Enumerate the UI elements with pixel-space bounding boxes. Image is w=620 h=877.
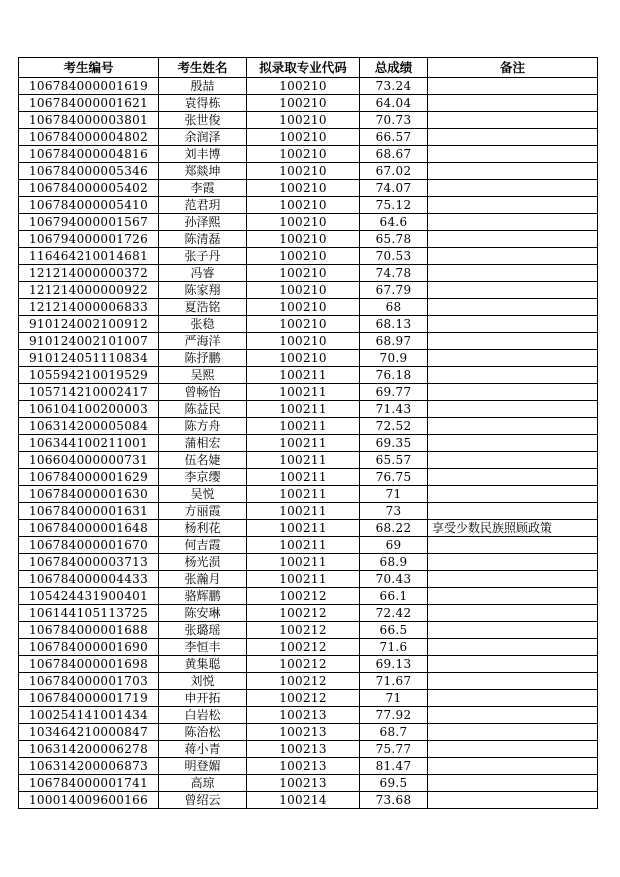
major-code-cell: 100212	[247, 605, 360, 622]
candidate-id-cell: 100014009600166	[19, 792, 159, 809]
candidate-name-cell: 白岩松	[159, 707, 247, 724]
table-row	[19, 690, 598, 707]
total-score-cell: 75.12	[360, 197, 428, 214]
candidate-name-cell: 骆辉鹏	[159, 588, 247, 605]
table-row	[19, 333, 598, 350]
total-score-cell: 68.97	[360, 333, 428, 350]
candidate-name-cell: 孙泽熙	[159, 214, 247, 231]
major-code-cell: 100211	[247, 554, 360, 571]
total-score-cell: 64.04	[360, 95, 428, 112]
candidate-name-cell: 蒋小青	[159, 741, 247, 758]
remarks-cell	[428, 758, 598, 775]
candidate-name-cell: 郑燚坤	[159, 163, 247, 180]
table-row	[19, 401, 598, 418]
candidate-id-cell: 121214000000372	[19, 265, 159, 282]
table-row	[19, 639, 598, 656]
table-row	[19, 775, 598, 792]
header-candidate-id: 考生编号	[19, 58, 159, 78]
candidate-id-cell: 106784000001629	[19, 469, 159, 486]
total-score-cell: 73.24	[360, 78, 428, 95]
major-code-cell: 100210	[247, 95, 360, 112]
candidate-name-cell: 张世俊	[159, 112, 247, 129]
table-row	[19, 316, 598, 333]
major-code-cell: 100211	[247, 537, 360, 554]
candidate-id-cell: 106104100200003	[19, 401, 159, 418]
major-code-cell: 100210	[247, 282, 360, 299]
candidate-id-cell: 106784000004816	[19, 146, 159, 163]
total-score-cell: 74.07	[360, 180, 428, 197]
major-code-cell: 100210	[247, 146, 360, 163]
major-code-cell: 100211	[247, 401, 360, 418]
total-score-cell: 77.92	[360, 707, 428, 724]
table-row	[19, 384, 598, 401]
candidate-id-cell: 105714210002417	[19, 384, 159, 401]
remarks-cell: 享受少数民族照顾政策	[428, 520, 598, 537]
candidate-id-cell: 106314200005084	[19, 418, 159, 435]
candidate-name-cell: 张瀚月	[159, 571, 247, 588]
remarks-cell	[428, 452, 598, 469]
candidate-name-cell: 曾绍云	[159, 792, 247, 809]
candidate-id-cell: 100254141001434	[19, 707, 159, 724]
candidate-id-cell: 106784000001670	[19, 537, 159, 554]
table-row	[19, 265, 598, 282]
major-code-cell: 100210	[247, 350, 360, 367]
remarks-cell	[428, 163, 598, 180]
remarks-cell	[428, 503, 598, 520]
candidate-name-cell: 张稳	[159, 316, 247, 333]
candidate-id-cell: 106784000001698	[19, 656, 159, 673]
total-score-cell: 66.1	[360, 588, 428, 605]
table-row	[19, 537, 598, 554]
candidate-id-cell: 106794000001567	[19, 214, 159, 231]
table-row	[19, 435, 598, 452]
candidate-name-cell: 陈家翔	[159, 282, 247, 299]
candidate-id-cell: 106784000001621	[19, 95, 159, 112]
total-score-cell: 64.6	[360, 214, 428, 231]
remarks-cell	[428, 95, 598, 112]
candidate-id-cell: 106784000001648	[19, 520, 159, 537]
header-row	[19, 58, 598, 78]
total-score-cell: 70.73	[360, 112, 428, 129]
remarks-cell	[428, 639, 598, 656]
major-code-cell: 100210	[247, 231, 360, 248]
candidate-name-cell: 伍名婕	[159, 452, 247, 469]
candidate-id-cell: 105424431900401	[19, 588, 159, 605]
table-row	[19, 163, 598, 180]
table-row	[19, 503, 598, 520]
table-row	[19, 95, 598, 112]
total-score-cell: 74.78	[360, 265, 428, 282]
candidate-id-cell: 910124002100912	[19, 316, 159, 333]
candidate-name-cell: 何吉霞	[159, 537, 247, 554]
candidate-id-cell: 106784000003801	[19, 112, 159, 129]
major-code-cell: 100211	[247, 503, 360, 520]
remarks-cell	[428, 724, 598, 741]
total-score-cell: 66.57	[360, 129, 428, 146]
remarks-cell	[428, 367, 598, 384]
table-row	[19, 656, 598, 673]
candidate-id-cell: 106784000001631	[19, 503, 159, 520]
remarks-cell	[428, 588, 598, 605]
remarks-cell	[428, 214, 598, 231]
candidate-name-cell: 陈抒鹏	[159, 350, 247, 367]
total-score-cell: 68.67	[360, 146, 428, 163]
remarks-cell	[428, 112, 598, 129]
table-row	[19, 486, 598, 503]
table-row	[19, 554, 598, 571]
major-code-cell: 100211	[247, 418, 360, 435]
total-score-cell: 72.42	[360, 605, 428, 622]
total-score-cell: 65.57	[360, 452, 428, 469]
remarks-cell	[428, 197, 598, 214]
candidate-name-cell: 陈治松	[159, 724, 247, 741]
candidate-name-cell: 余润泽	[159, 129, 247, 146]
table-row	[19, 588, 598, 605]
major-code-cell: 100210	[247, 316, 360, 333]
remarks-cell	[428, 605, 598, 622]
total-score-cell: 67.02	[360, 163, 428, 180]
remarks-cell	[428, 146, 598, 163]
total-score-cell: 72.52	[360, 418, 428, 435]
total-score-cell: 73	[360, 503, 428, 520]
major-code-cell: 100210	[247, 163, 360, 180]
candidate-id-cell: 106784000004802	[19, 129, 159, 146]
major-code-cell: 100210	[247, 299, 360, 316]
total-score-cell: 70.53	[360, 248, 428, 265]
remarks-cell	[428, 741, 598, 758]
header-major-code: 拟录取专业代码	[247, 58, 360, 78]
major-code-cell: 100210	[247, 197, 360, 214]
candidate-name-cell: 殷喆	[159, 78, 247, 95]
candidate-name-cell: 张璐瑶	[159, 622, 247, 639]
remarks-cell	[428, 690, 598, 707]
major-code-cell: 100213	[247, 775, 360, 792]
major-code-cell: 100212	[247, 690, 360, 707]
remarks-cell	[428, 248, 598, 265]
major-code-cell: 100213	[247, 758, 360, 775]
total-score-cell: 71.6	[360, 639, 428, 656]
remarks-cell	[428, 129, 598, 146]
major-code-cell: 100211	[247, 486, 360, 503]
candidate-name-cell: 陈益民	[159, 401, 247, 418]
major-code-cell: 100211	[247, 435, 360, 452]
major-code-cell: 100211	[247, 520, 360, 537]
candidate-name-cell: 吴悦	[159, 486, 247, 503]
remarks-cell	[428, 656, 598, 673]
candidate-name-cell: 方丽霞	[159, 503, 247, 520]
table-row	[19, 350, 598, 367]
total-score-cell: 71.43	[360, 401, 428, 418]
candidate-name-cell: 申开拓	[159, 690, 247, 707]
table-row	[19, 282, 598, 299]
candidate-id-cell: 106784000005402	[19, 180, 159, 197]
remarks-cell	[428, 622, 598, 639]
major-code-cell: 100210	[247, 112, 360, 129]
major-code-cell: 100210	[247, 180, 360, 197]
table-row	[19, 469, 598, 486]
table-row	[19, 520, 598, 537]
candidate-name-cell: 杨光涢	[159, 554, 247, 571]
remarks-cell	[428, 333, 598, 350]
total-score-cell: 69.13	[360, 656, 428, 673]
remarks-cell	[428, 486, 598, 503]
table-row	[19, 741, 598, 758]
candidate-name-cell: 李京缨	[159, 469, 247, 486]
remarks-cell	[428, 78, 598, 95]
table-row	[19, 129, 598, 146]
candidate-id-cell: 106784000004433	[19, 571, 159, 588]
total-score-cell: 73.68	[360, 792, 428, 809]
candidate-id-cell: 121214000000922	[19, 282, 159, 299]
header-total-score: 总成绩	[360, 58, 428, 78]
table-row	[19, 673, 598, 690]
table-row	[19, 724, 598, 741]
major-code-cell: 100212	[247, 588, 360, 605]
total-score-cell: 68.22	[360, 520, 428, 537]
table-row	[19, 622, 598, 639]
candidate-id-cell: 106784000005346	[19, 163, 159, 180]
total-score-cell: 81.47	[360, 758, 428, 775]
remarks-cell	[428, 299, 598, 316]
candidate-name-cell: 曾畅怡	[159, 384, 247, 401]
remarks-cell	[428, 265, 598, 282]
remarks-cell	[428, 775, 598, 792]
total-score-cell: 68	[360, 299, 428, 316]
candidate-id-cell: 106784000001688	[19, 622, 159, 639]
major-code-cell: 100210	[247, 129, 360, 146]
candidate-id-cell: 103464210000847	[19, 724, 159, 741]
major-code-cell: 100211	[247, 384, 360, 401]
candidate-name-cell: 严海洋	[159, 333, 247, 350]
candidate-id-cell: 910124002101007	[19, 333, 159, 350]
candidate-name-cell: 陈方舟	[159, 418, 247, 435]
total-score-cell: 66.5	[360, 622, 428, 639]
table-row	[19, 112, 598, 129]
remarks-cell	[428, 707, 598, 724]
major-code-cell: 100210	[247, 214, 360, 231]
table-row	[19, 792, 598, 809]
table-row	[19, 231, 598, 248]
major-code-cell: 100212	[247, 622, 360, 639]
candidate-name-cell: 夏浩铭	[159, 299, 247, 316]
candidate-id-cell: 106604000000731	[19, 452, 159, 469]
major-code-cell: 100211	[247, 367, 360, 384]
candidate-id-cell: 105594210019529	[19, 367, 159, 384]
remarks-cell	[428, 384, 598, 401]
candidate-id-cell: 106784000001630	[19, 486, 159, 503]
major-code-cell: 100210	[247, 265, 360, 282]
major-code-cell: 100211	[247, 469, 360, 486]
candidate-name-cell: 陈清磊	[159, 231, 247, 248]
candidate-id-cell: 910124051110834	[19, 350, 159, 367]
table-body	[19, 78, 598, 809]
major-code-cell: 100212	[247, 656, 360, 673]
candidate-name-cell: 吴熙	[159, 367, 247, 384]
total-score-cell: 68.9	[360, 554, 428, 571]
total-score-cell: 65.78	[360, 231, 428, 248]
total-score-cell: 71	[360, 690, 428, 707]
table-row	[19, 248, 598, 265]
table-row	[19, 78, 598, 95]
candidate-name-cell: 杨利花	[159, 520, 247, 537]
candidate-id-cell: 106784000001619	[19, 78, 159, 95]
candidate-name-cell: 刘悦	[159, 673, 247, 690]
candidate-id-cell: 106784000001690	[19, 639, 159, 656]
table-row	[19, 146, 598, 163]
table-row	[19, 214, 598, 231]
header-candidate-name: 考生姓名	[159, 58, 247, 78]
remarks-cell	[428, 571, 598, 588]
candidate-name-cell: 张子丹	[159, 248, 247, 265]
candidate-name-cell: 李恒丰	[159, 639, 247, 656]
table-row	[19, 758, 598, 775]
candidate-name-cell: 高琼	[159, 775, 247, 792]
candidate-id-cell: 106784000001703	[19, 673, 159, 690]
candidate-id-cell: 106784000001741	[19, 775, 159, 792]
candidate-name-cell: 明登媚	[159, 758, 247, 775]
candidate-name-cell: 刘丰博	[159, 146, 247, 163]
candidate-id-cell: 116464210014681	[19, 248, 159, 265]
remarks-cell	[428, 673, 598, 690]
remarks-cell	[428, 282, 598, 299]
candidate-id-cell: 106784000005410	[19, 197, 159, 214]
total-score-cell: 69	[360, 537, 428, 554]
remarks-cell	[428, 537, 598, 554]
total-score-cell: 68.13	[360, 316, 428, 333]
header-remarks: 备注	[428, 58, 598, 78]
table-row	[19, 299, 598, 316]
table-row	[19, 605, 598, 622]
total-score-cell: 70.9	[360, 350, 428, 367]
remarks-cell	[428, 231, 598, 248]
candidate-id-cell: 106314200006873	[19, 758, 159, 775]
candidate-id-cell: 106144105113725	[19, 605, 159, 622]
remarks-cell	[428, 792, 598, 809]
table-row	[19, 418, 598, 435]
total-score-cell: 75.77	[360, 741, 428, 758]
candidate-name-cell: 陈安琳	[159, 605, 247, 622]
total-score-cell: 71.67	[360, 673, 428, 690]
total-score-cell: 76.75	[360, 469, 428, 486]
remarks-cell	[428, 401, 598, 418]
table-row	[19, 197, 598, 214]
remarks-cell	[428, 350, 598, 367]
total-score-cell: 70.43	[360, 571, 428, 588]
candidate-id-cell: 106794000001726	[19, 231, 159, 248]
major-code-cell: 100210	[247, 333, 360, 350]
candidate-name-cell: 李霞	[159, 180, 247, 197]
total-score-cell: 68.7	[360, 724, 428, 741]
candidate-id-cell: 106784000003713	[19, 554, 159, 571]
remarks-cell	[428, 418, 598, 435]
remarks-cell	[428, 554, 598, 571]
remarks-cell	[428, 316, 598, 333]
major-code-cell: 100212	[247, 673, 360, 690]
major-code-cell: 100212	[247, 639, 360, 656]
admission-table	[18, 57, 598, 809]
remarks-cell	[428, 435, 598, 452]
major-code-cell: 100211	[247, 571, 360, 588]
table-row	[19, 707, 598, 724]
major-code-cell: 100213	[247, 724, 360, 741]
candidate-id-cell: 121214000006833	[19, 299, 159, 316]
total-score-cell: 76.18	[360, 367, 428, 384]
table-row	[19, 452, 598, 469]
total-score-cell: 69.5	[360, 775, 428, 792]
major-code-cell: 100213	[247, 741, 360, 758]
major-code-cell: 100210	[247, 248, 360, 265]
remarks-cell	[428, 180, 598, 197]
major-code-cell: 100210	[247, 78, 360, 95]
candidate-id-cell: 106314200006278	[19, 741, 159, 758]
major-code-cell: 100213	[247, 707, 360, 724]
candidate-name-cell: 黄集聪	[159, 656, 247, 673]
table-row	[19, 180, 598, 197]
candidate-id-cell: 106784000001719	[19, 690, 159, 707]
total-score-cell: 67.79	[360, 282, 428, 299]
candidate-id-cell: 106344100211001	[19, 435, 159, 452]
major-code-cell: 100211	[247, 452, 360, 469]
table-row	[19, 571, 598, 588]
candidate-name-cell: 袁得栋	[159, 95, 247, 112]
major-code-cell: 100214	[247, 792, 360, 809]
candidate-name-cell: 范君玥	[159, 197, 247, 214]
total-score-cell: 69.35	[360, 435, 428, 452]
remarks-cell	[428, 469, 598, 486]
total-score-cell: 71	[360, 486, 428, 503]
table-row	[19, 367, 598, 384]
candidate-name-cell: 冯睿	[159, 265, 247, 282]
total-score-cell: 69.77	[360, 384, 428, 401]
candidate-name-cell: 蒲相宏	[159, 435, 247, 452]
